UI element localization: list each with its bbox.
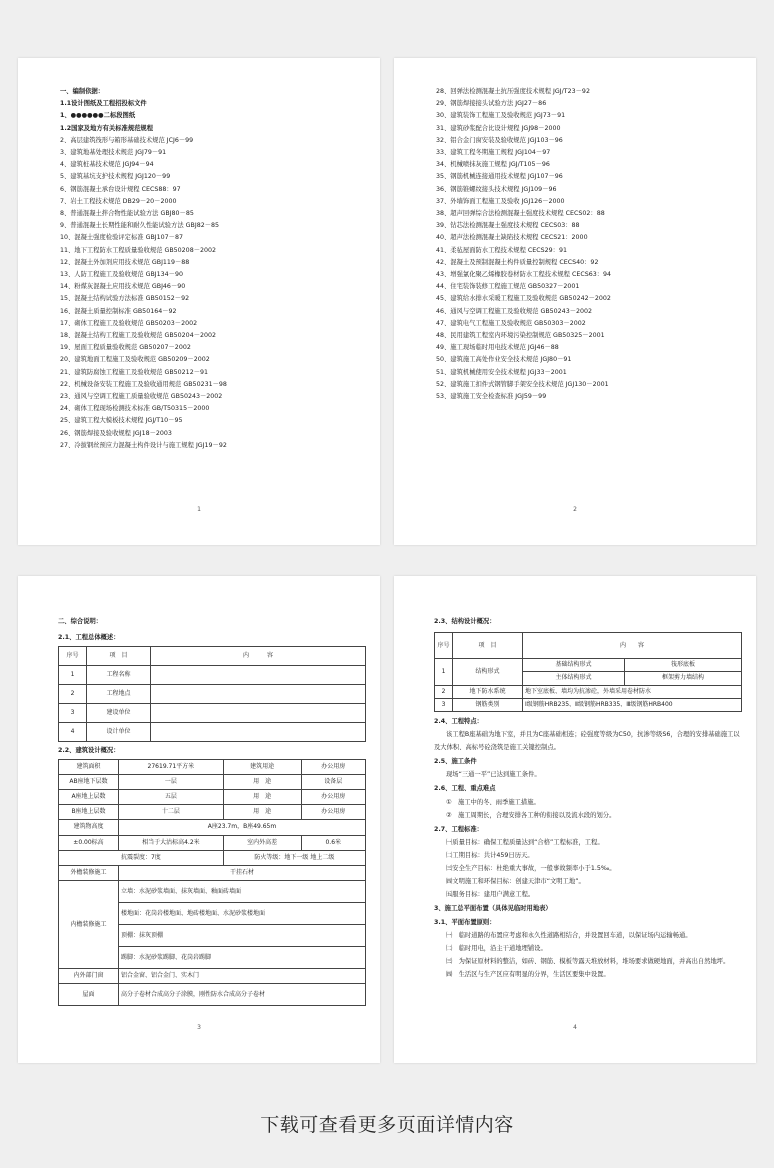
- list-item: 22、机械设备安装工程施工及验收通用规范 GB50231－98: [60, 380, 227, 388]
- list-item: 12、混凝土外加剂应用技术规范 GBJ119－88: [60, 258, 190, 266]
- list-item: 13、人防工程施工及验收规范 GBJ134－90: [60, 271, 183, 279]
- table-cell: 一层: [119, 774, 224, 789]
- table-cell: 地下室底板、墙均为抗渗砼，外墙采用卷材防水: [523, 685, 742, 698]
- page-2-text: [436, 86, 740, 403]
- list-item: 5、建筑基坑支护技术规程 JGJ120－99: [60, 173, 171, 181]
- list-item: 52、建筑施工扣件式钢管脚手架安全技术规范 JGJ130－2001: [436, 380, 609, 388]
- table-header: 序号: [435, 633, 453, 659]
- list-item: 38、超声回弹综合法检测混凝土强度技术规程 CECS02：88: [436, 210, 605, 218]
- table-cell: 干挂石材: [119, 865, 366, 880]
- list-item: 23、通风与空调工程施工质量验收规范 GB50243－2002: [60, 393, 223, 401]
- subsection-heading: 2.1、工程总体概述：: [58, 634, 120, 642]
- table-cell: 建筑物高度: [59, 820, 119, 835]
- list-item: 26、钢筋焊接及验收规程 JGJ18－2003: [60, 429, 172, 437]
- table-cell: 框架剪力墙结构: [624, 672, 741, 685]
- table-cell: 建设单位: [87, 704, 151, 723]
- list-item: 30、建筑装饰工程施工及验收规范 JGJ73－91: [436, 112, 566, 120]
- page-number: 1: [197, 506, 201, 513]
- section-heading: 二、综合说明：: [58, 618, 103, 625]
- paragraph: ㈤服务目标：建用户满意工程。: [446, 890, 535, 898]
- list-item: 18、混凝土结构工程施工及验收规范 GB50204－2002: [60, 332, 217, 340]
- list-item: 20、建筑地面工程施工及验收规范 GB50209－2002: [60, 356, 210, 364]
- list-item: 49、施工现场临时用电技术规范 JGJ46－88: [436, 344, 559, 352]
- structure-table: [434, 632, 742, 712]
- list-item: 11、地下工程防水工程质量验收规范 GB50208－2002: [60, 246, 217, 254]
- table-header: 内 容: [151, 647, 366, 666]
- list-item: 32、铝合金门窗安装及验收规范 JGJ103－96: [436, 136, 563, 144]
- document-page-4: [394, 576, 756, 1063]
- list-item: 53、建筑施工安全检查标准 JGJ59－99: [436, 393, 547, 401]
- table-cell: 2: [59, 685, 87, 704]
- table-cell: 设备层: [301, 774, 366, 789]
- table-header: 项 目: [453, 633, 523, 659]
- list-item: 47、建筑电气工程施工及验收规范 GB50303－2002: [436, 319, 586, 327]
- list-item: 36、钢筋锥螺纹接头技术规程 JGJ109－96: [436, 185, 557, 193]
- list-item: 45、建筑给水排水采暖工程施工及验收规范 GB50242－2002: [436, 295, 611, 303]
- table-cell: 基础结构形式: [523, 659, 625, 672]
- list-item: 50、建筑施工高处作业安全技术规范 JGJ80－91: [436, 356, 572, 364]
- table-cell: 外檐装修施工: [59, 865, 119, 880]
- list-item: 1、●●●●●●二标段图纸: [60, 112, 136, 120]
- table-cell: 建筑面积: [59, 759, 119, 774]
- paragraph: ㈣ 生活区与生产区应有明显的分界，生活区要集中设置。: [446, 971, 610, 979]
- list-item: 27、冷拔钢丝预应力混凝土构件设计与施工规程 JGJ19－92: [60, 441, 227, 449]
- list-item: 29、钢筋焊接接头试验方法 JGJ27－86: [436, 100, 547, 108]
- subsection-heading: 2.6、工程、重点难点: [434, 785, 496, 793]
- list-item: 16、混凝土质量控制标准 GB50164－92: [60, 307, 177, 315]
- subsection-heading: 2.4、工程特点：: [434, 718, 483, 726]
- paragraph: ㈢ 为保证原材料的整洁，如砖、钢筋、模板等露天堆放材料，堆场要求做硬地面，并高出自然地坪。: [446, 958, 730, 966]
- paragraph: ㈣文明施工和环保目标：创建天津市“文明工地”。: [446, 877, 585, 885]
- table-cell: AB座地下层数: [59, 774, 119, 789]
- paragraph: 该工程B座基础为地下室，并且为C座基础相连；砼强度等级为C50，抗渗等级S6，合理的安排基础施工以及大体积、高标号砼浇筑是施工关键控制点。: [434, 731, 740, 752]
- table-cell: [151, 723, 366, 742]
- table-cell: 1: [59, 666, 87, 685]
- table-cell: 楼地面：花岗岩楼地面、地砖楼地面、水泥砂浆楼地面: [119, 903, 366, 925]
- table-cell: A座地上层数: [59, 789, 119, 804]
- section-heading: 3、施工总平面布置（具体见临时用地表）: [434, 904, 552, 912]
- list-item: 10、混凝土强度检验评定标准 GBJ107－87: [60, 234, 183, 242]
- list-item: 41、柔毡屋面防水工程技术规程 CECS29：91: [436, 246, 567, 254]
- table-cell: 踢脚：水泥砂浆踢脚、花岗岩踢脚: [119, 947, 366, 969]
- paragraph: ㈠质量目标：确保工程质量达到“合格”工程标准，工程。: [446, 838, 604, 846]
- list-item: 17、砌体工程施工及验收规范 GB50203－2002: [60, 319, 198, 327]
- table-cell: 设计单位: [87, 723, 151, 742]
- table-cell: 地下防水系统: [453, 685, 523, 698]
- subsection-heading: 2.7、工程标准：: [434, 825, 483, 833]
- table-cell: 用 途: [223, 789, 301, 804]
- table-cell: 屋面: [59, 984, 119, 1006]
- table-cell: ±0.00标高: [59, 835, 119, 850]
- subsection-heading: 2.2、建筑设计概况：: [58, 747, 120, 755]
- table-cell: 顶棚：抹灰顶棚: [119, 925, 366, 947]
- table-cell: 五层: [119, 789, 224, 804]
- list-item: 3、建筑地基处理技术规范 JGJ79－91: [60, 149, 167, 157]
- table-cell: 相当于大沽标高4.2米: [119, 835, 224, 850]
- table-cell: 室内外高差: [223, 835, 301, 850]
- table-cell: 1: [435, 659, 453, 685]
- table-header: 内 容: [523, 633, 742, 659]
- page-number: 2: [573, 506, 577, 513]
- list-item: 1.1设计图纸及工程招投标文件: [60, 100, 147, 108]
- table-cell: 建筑用途: [223, 759, 301, 774]
- table-cell: 0.6米: [301, 835, 366, 850]
- list-item: 28、回弹法检测混凝土抗压强度技术规程 JGJ/T23－92: [436, 88, 590, 95]
- table-cell: 立墙：水泥砂浆墙面、抹灰墙面、釉面砖墙面: [119, 881, 366, 903]
- document-page-2: [394, 58, 756, 545]
- table-header: 项 目: [87, 647, 151, 666]
- table-cell: 结构形式: [453, 659, 523, 685]
- table-cell: 筏形底板: [624, 659, 741, 672]
- list-item: 40、超声法检测混凝土缺陷技术规程 CECS21：2000: [436, 234, 588, 242]
- table-cell: 防火等级：地下一级 地上二级: [223, 850, 365, 865]
- list-item: 51、建筑机械使用安全技术规程 JGJ33－2001: [436, 368, 567, 376]
- table-cell: 工程地点: [87, 685, 151, 704]
- page-number: 3: [197, 1024, 201, 1031]
- project-overview-table: [58, 646, 366, 742]
- table-cell: 十二层: [119, 805, 224, 820]
- table-cell: 3: [435, 698, 453, 711]
- architecture-table: [58, 759, 366, 1007]
- list-item: 31、建筑砂浆配合比设计规程 JGJ98－2000: [436, 124, 561, 132]
- subsection-heading: 2.5、施工条件: [434, 758, 477, 766]
- paragraph: ㈢安全生产目标：杜绝重大事故，一般事故频率小于1.5‰。: [446, 864, 616, 872]
- list-item: 37、外墙饰面工程施工及验收 JGJ126－2000: [436, 197, 565, 205]
- list-item: 44、住宅装饰装修工程施工规范 GB50327－2001: [436, 283, 580, 291]
- table-cell: 27619.71平方米: [119, 759, 224, 774]
- table-cell: [151, 704, 366, 723]
- list-item: 42、混凝土及预制混凝土构件质量控制规程 CECS40：92: [436, 258, 599, 266]
- list-item: 15、混凝土结构试验方法标准 GB50152－92: [60, 295, 190, 303]
- paragraph: ② 施工周期长，合理安排各工种的衔接以及流水段的划分。: [446, 811, 616, 819]
- list-item: 8、普通混凝土拌合物性能试验方法 GBJ80－85: [60, 210, 194, 218]
- table-cell: 用 途: [223, 805, 301, 820]
- table-cell: 2: [435, 685, 453, 698]
- table-cell: A座23.7m，B座49.65m: [119, 820, 366, 835]
- table-cell: 办公用房: [301, 805, 366, 820]
- table-cell: 钢筋类别: [453, 698, 523, 711]
- table-cell: 铝合金窗、铝合金门、实木门: [119, 969, 366, 984]
- paragraph: ㈡工期目标：共计459日历天。: [446, 851, 534, 859]
- table-cell: 办公用房: [301, 759, 366, 774]
- table-cell: 内檐装修施工: [59, 881, 119, 969]
- list-item: 46、通风与空调工程施工及验收规范 GB50243－2002: [436, 307, 593, 315]
- paragraph: 现场“三通一平”已达到施工条件。: [446, 771, 541, 779]
- table-cell: 抗震裂度：7度: [59, 850, 224, 865]
- list-item: 19、屋面工程质量验收规范 GB50207－2002: [60, 344, 191, 352]
- list-item: 9、普通混凝土长期性能和耐久性能试验方法 GBJ82－85: [60, 222, 220, 230]
- table-cell: 办公用房: [301, 789, 366, 804]
- paragraph: ㈡ 临时用电，沿主干道地埋铺设。: [446, 945, 547, 953]
- list-item: 4、建筑桩基技术规范 JGJ94－94: [60, 161, 154, 169]
- table-cell: [151, 666, 366, 685]
- document-page-1: [18, 58, 380, 545]
- list-item: 48、民用建筑工程室内环境污染控制规范 GB50325－2001: [436, 332, 605, 340]
- table-cell: Ⅰ级钢筋HRB235、Ⅱ级钢筋HRB335、Ⅲ级钢筋HRB400: [523, 698, 742, 711]
- table-cell: [151, 685, 366, 704]
- table-header: 序号: [59, 647, 87, 666]
- subsection-heading: 3.1、平面布置原则：: [434, 919, 496, 927]
- list-item: 2、高层建筑筏形与箱形基础技术规范 JCJ6－99: [60, 136, 194, 144]
- list-item: 25、建筑工程大模板技术规程 JGJ/T10－95: [60, 417, 183, 425]
- table-cell: 4: [59, 723, 87, 742]
- list-item: 14、粉煤灰混凝土应用技术规范 GBJ46－90: [60, 283, 186, 291]
- table-cell: 用 途: [223, 774, 301, 789]
- table-cell: 内外部门窗: [59, 969, 119, 984]
- page-number: 4: [573, 1024, 577, 1031]
- table-cell: B座地上层数: [59, 805, 119, 820]
- document-page-3: [18, 576, 380, 1063]
- list-item: 35、钢筋机械连接通用技术规程 JGJ107－96: [436, 173, 563, 181]
- list-item: 34、机械喷抹灰施工规程 JGJ/T105－96: [436, 161, 550, 169]
- list-item: 1.2国家及地方有关标准规范规程: [60, 124, 154, 132]
- list-item: 24、砌体工程现场检测技术标准 GB/T50315－2000: [60, 405, 210, 413]
- list-item: 6、钢筋混凝土承台设计规程 CECS88：97: [60, 185, 181, 193]
- paragraph: ㈠ 临时道路的布置应考虑和永久性道路相结合，并设置回车道，以保证场内运输畅通。: [446, 932, 692, 940]
- subsection-heading: 2.3、结构设计概况：: [434, 618, 496, 625]
- table-cell: 工程名称: [87, 666, 151, 685]
- table-cell: 高分子卷材合成高分子涂膜，刚性防水合成高分子卷材: [119, 984, 366, 1006]
- list-item: 21、建筑防腐蚀工程施工及验收规范 GB50212－91: [60, 368, 209, 376]
- list-item: 7、岩土工程技术规范 DB29－20－2000: [60, 197, 177, 205]
- paragraph: ① 施工中的冬、雨季施工措施。: [446, 798, 540, 806]
- download-more-caption[interactable]: 下载可查看更多页面详情内容: [260, 1114, 514, 1136]
- list-item: 43、增强氯化聚乙烯橡胶卷材防水工程技术规程 CECS63：94: [436, 271, 612, 279]
- table-cell: 3: [59, 704, 87, 723]
- list-item: 33、建筑工程冬期施工规程 JGJ104－97: [436, 149, 551, 157]
- table-cell: 主体结构形式: [523, 672, 625, 685]
- list-item: 一、编制依据：: [60, 88, 105, 95]
- page-1-text: [60, 86, 364, 452]
- list-item: 39、钻芯法检测混凝土强度技术规程 CECS03：88: [436, 222, 580, 230]
